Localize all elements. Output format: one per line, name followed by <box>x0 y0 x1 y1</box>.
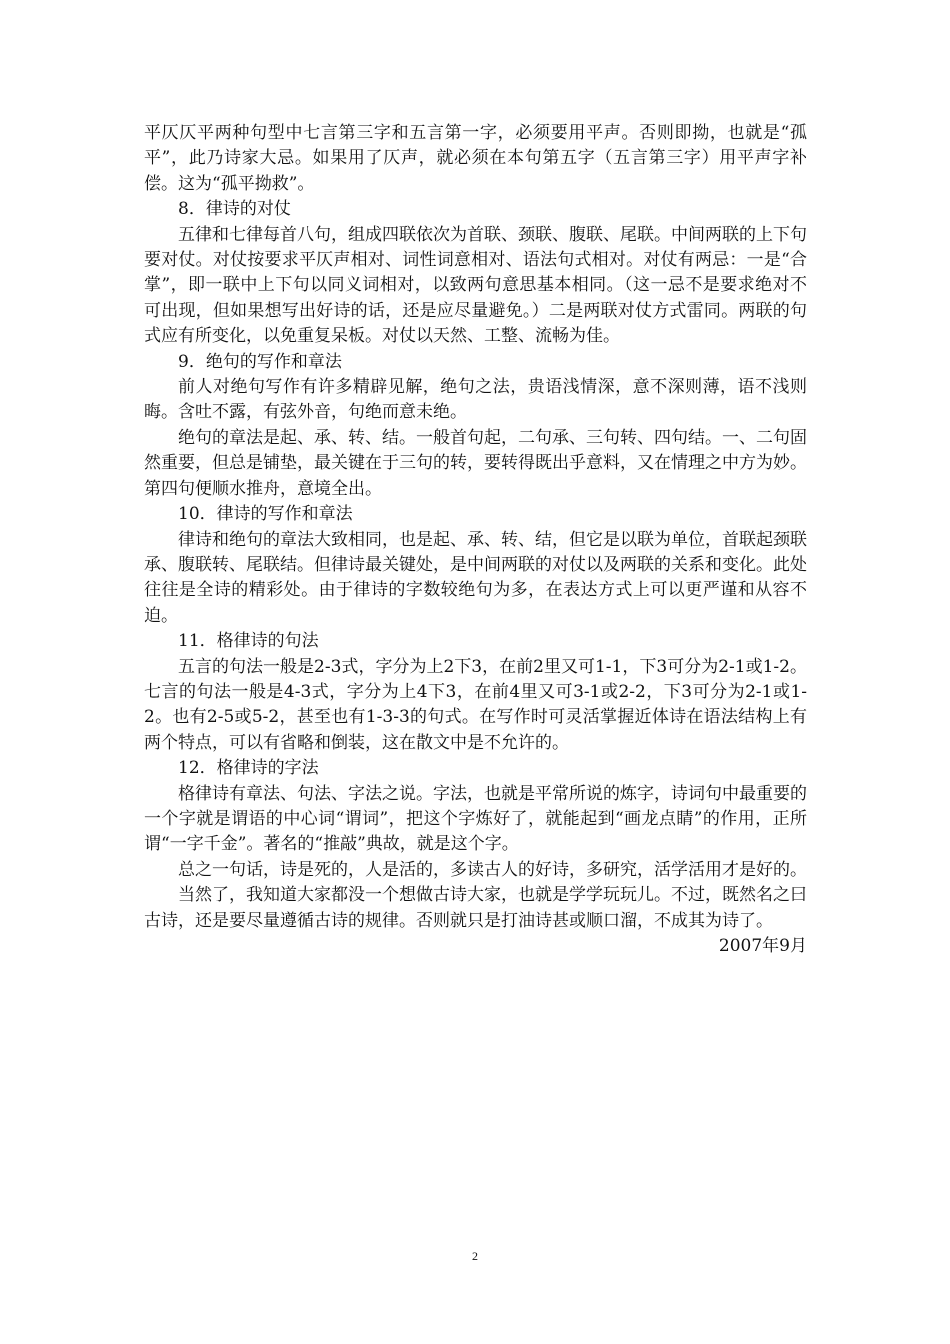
document-body <box>144 121 807 959</box>
section-heading-10: 10．律诗的写作和章法 <box>178 504 353 525</box>
paragraph-continued: 平仄仄平两种句型中七言第三字和五言第一字，必须要用平声。否则即拗，也就是“孤平”，此乃诗家大忌。如果用了仄声，就必须在本句第五字（五言第三字）用平声字补偿。这为“孤平拗救”。 <box>144 123 807 194</box>
section-heading-12: 12．格律诗的字法 <box>178 758 319 779</box>
page-number: 2 <box>472 1249 478 1263</box>
paragraph-word-choice: 格律诗有章法、句法、字法之说。字法，也就是平常所说的炼字，诗词句中最重要的一个字就是谓语的中心词“谓词”，把这个字炼好了，就能起到“画龙点睛”的作用，正所谓“一字千金”。著名的“推敲”典故，就是这个字。 <box>144 783 807 855</box>
paragraph-jueju-structure: 绝句的章法是起、承、转、结。一般首句起，二句承、三句转、四句结。一、二句固然重要，但总是铺垫，最关键在于三句的转，要转得既出乎意料，又在情理之中方为妙。第四句便顺水推舟，意境全出。 <box>144 427 807 499</box>
paragraph-duizhang: 五律和七律每首八句，组成四联依次为首联、颈联、腹联、尾联。中间两联的上下句要对仗。对仗按要求平仄声相对、词性词意相对、语法句式相对。对仗有两忌：一是“合掌”，即一联中上下句以同义词相对，以致两句意思基本相同。（这一忌不是要求绝对不可出现，但如果想写出好诗的话，还是应尽量避免。）二是两联对仗方式雷同。两联的句式应有所变化，以免重复呆板。对仗以天然、工整、流畅为佳。 <box>144 224 807 347</box>
date-signoff: 2007年9月 <box>718 936 807 956</box>
paragraph-closing: 当然了，我知道大家都没一个想做古诗大家，也就是学学玩玩儿。不过，既然名之曰古诗，还是要尽量遵循古诗的规律。否则就只是打油诗甚或顺口溜，不成其为诗了。 <box>144 885 807 931</box>
paragraph-jueju-views: 前人对绝句写作有许多精辟见解，绝句之法，贵语浅情深，意不深则薄，语不浅则晦。含吐不露，有弦外音，句绝而意未绝。 <box>144 377 807 423</box>
section-heading-11: 11．格律诗的句法 <box>178 631 319 652</box>
paragraph-lvshi-structure: 律诗和绝句的章法大致相同，也是起、承、转、结，但它是以联为单位，首联起颈联承、腹联转、尾联结。但律诗最关键处，是中间两联的对仗以及两联的关系和变化。此处往往是全诗的精彩处。由于律诗的字数较绝句为多，在表达方式上可以更严谨和从容不迫。 <box>144 529 807 626</box>
section-heading-9: 9．绝句的写作和章法 <box>178 351 342 372</box>
paragraph-sentence-patterns: 五言的句法一般是2-3式，字分为上2下3，在前2里又可1-1，下3可分为2-1或1-2。七言的句法一般是4-3式，字分为上4下3，在前4里又可3-1或2-2，下3可分为2-1或1-2。也有2-5或5-2，甚至也有1-3-3的句式。在写作时可灵活掌握近体诗在语法结构上有两个特点，可以有省略和倒装，这在散文中是不允许的。 <box>144 656 807 753</box>
section-heading-8: 8．律诗的对仗 <box>178 199 291 220</box>
paragraph-summary: 总之一句话，诗是死的，人是活的，多读古人的好诗，多研究，活学活用才是好的。 <box>178 859 807 880</box>
